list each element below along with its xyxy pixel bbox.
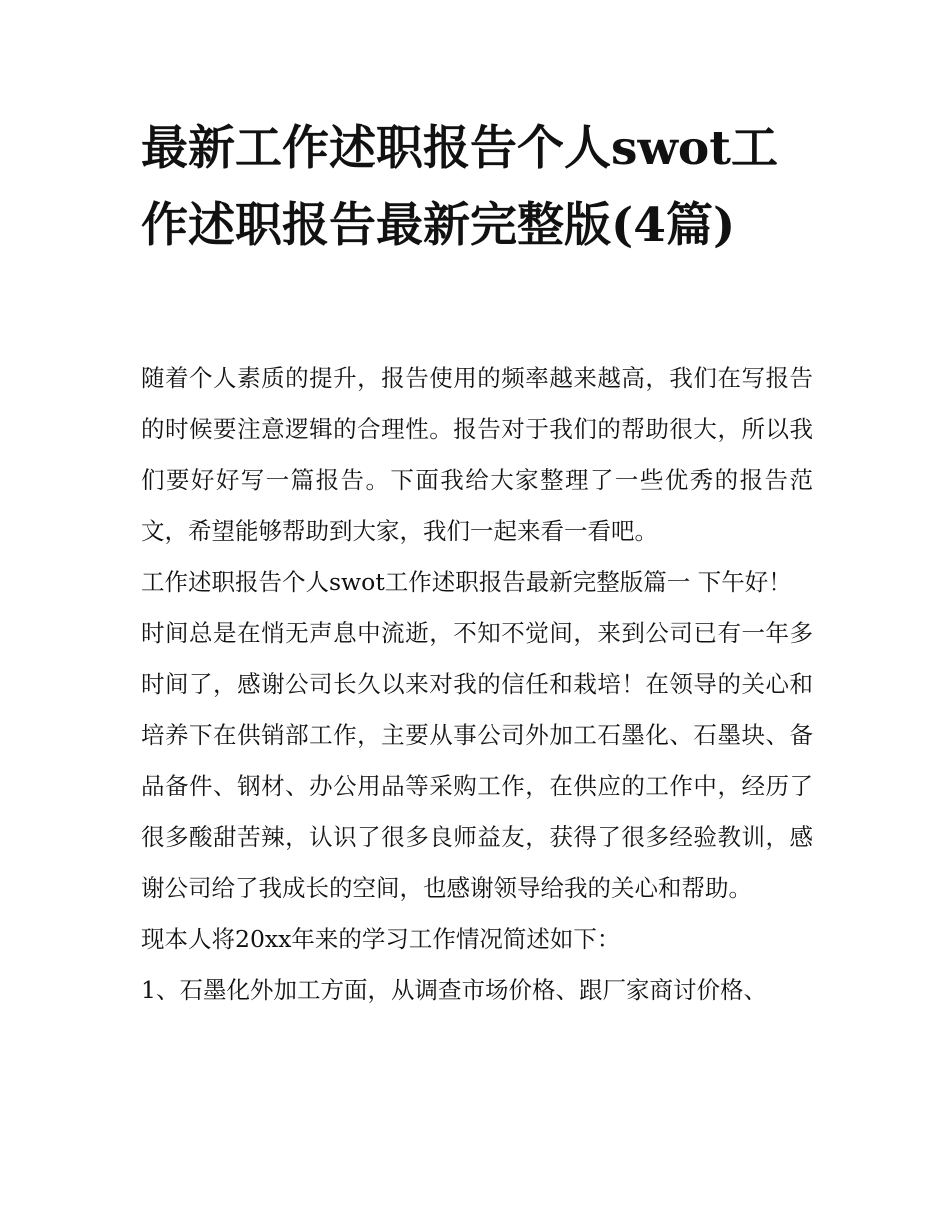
document-body [141,353,813,1016]
section-heading-paragraph: 工作述职报告个人swot工作述职报告最新完整版篇一 下午好！ [141,568,792,596]
work-summary-paragraph: 时间总是在悄无声息中流逝，不知不觉间，来到公司已有一年多时间了，感谢公司长久以来对我的信任和栽培！在领导的关心和培养下在供销部工作，主要从事公司外加工石墨化、石墨块、备品备件、钢材、办公用品等采购工作，在供应的工作中，经历了很多酸甜苦辣，认识了很多良师益友，获得了很多经验教训，感谢公司给了我成长的空间，也感谢领导给我的关心和帮助。 [141,619,813,902]
document-title: 最新工作述职报告个人swot工作述职报告最新完整版(4篇) [141,121,778,253]
list-item-paragraph: 1、石墨化外加工方面，从调查市场价格、跟厂家商讨价格、 [141,976,767,1004]
overview-paragraph: 现本人将20xx年来的学习工作情况简述如下： [141,925,621,953]
intro-paragraph: 随着个人素质的提升，报告使用的频率越来越高，我们在写报告的时候要注意逻辑的合理性。报告对于我们的帮助很大，所以我们要好好写一篇报告。下面我给大家整理了一些优秀的报告范文，希望能够帮助到大家，我们一起来看一看吧。 [141,364,813,545]
